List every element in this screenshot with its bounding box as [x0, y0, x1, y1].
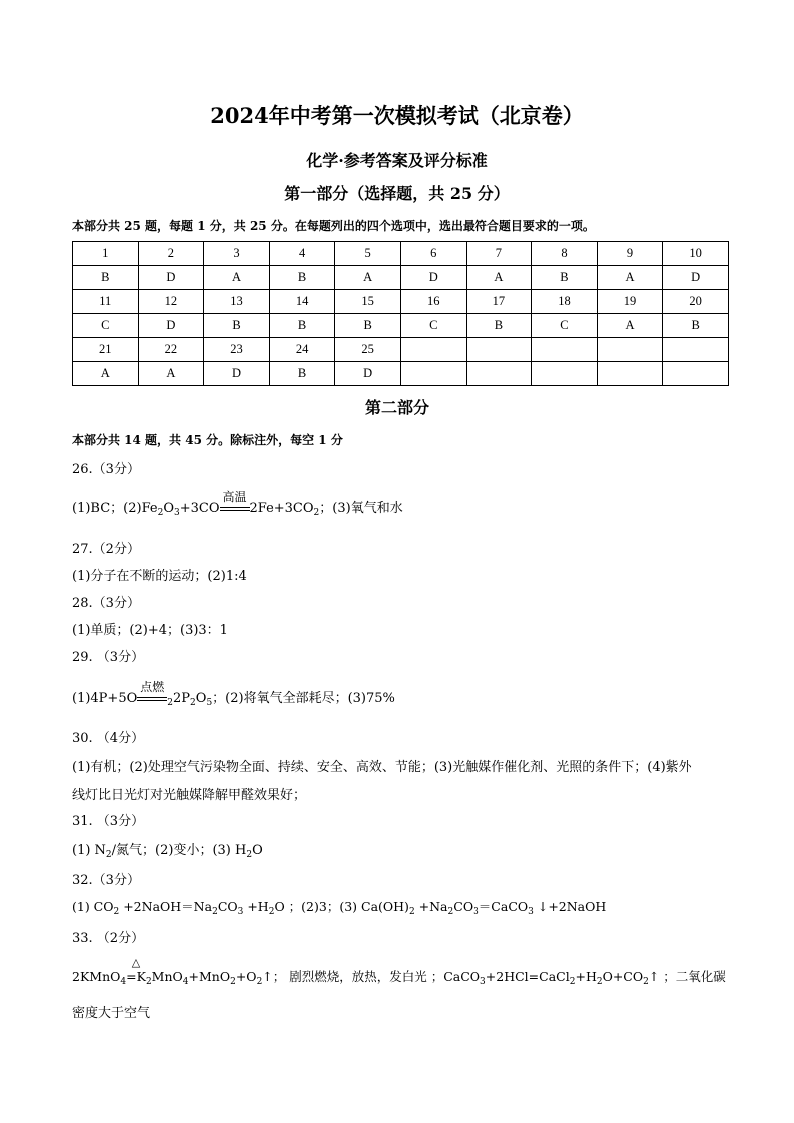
q30-answer-line1: (1)有机；(2)处理空气污染物全面、持续、安全、高效、节能；(3)光触媒作催化剂、光照的条件下；(4)紫外 [72, 760, 692, 775]
table-cell: 19 [597, 290, 663, 314]
table-cell: 2 [138, 242, 204, 266]
table-cell: B [269, 266, 335, 290]
table-cell [466, 362, 532, 386]
table-row [73, 314, 729, 338]
table-cell: A [335, 266, 401, 290]
table-cell: A [73, 362, 139, 386]
q26-answer: (1)BC；$(2)Fe_2O_3+3CO$ 高温 $2Fe+3CO_2$；(3)氧气和水 [72, 490, 403, 518]
table-cell: 9 [597, 242, 663, 266]
table-cell: C [400, 314, 466, 338]
q29-label: 29. （3分） [72, 650, 145, 665]
table-row [73, 242, 729, 266]
table-cell: 4 [269, 242, 335, 266]
table-cell: B [663, 314, 729, 338]
q26-condition: 高温 [222, 490, 247, 504]
table-cell: 6 [400, 242, 466, 266]
table-cell: 12 [138, 290, 204, 314]
table-cell: A [597, 266, 663, 290]
q27-label: 27.（2分） [72, 542, 140, 557]
table-cell: B [335, 314, 401, 338]
table-cell: C [73, 314, 139, 338]
q32-label: 32.（3分） [72, 873, 140, 888]
table-cell [597, 362, 663, 386]
table-cell: B [466, 314, 532, 338]
table-cell: B [269, 314, 335, 338]
table-cell: A [204, 266, 270, 290]
table-cell: D [138, 314, 204, 338]
q33-answer-line2: 密度大于空气 [72, 1006, 151, 1021]
table-cell: D [138, 266, 204, 290]
table-cell: 15 [335, 290, 401, 314]
table-cell: 21 [73, 338, 139, 362]
table-cell: B [532, 266, 598, 290]
q26-label: 26.（3分） [72, 462, 140, 477]
table-cell: 3 [204, 242, 270, 266]
table-cell: 25 [335, 338, 401, 362]
table-cell: D [335, 362, 401, 386]
q33-label: 33. （2分） [72, 931, 145, 946]
answer-table [72, 241, 729, 386]
table-cell [466, 338, 532, 362]
table-cell: 10 [663, 242, 729, 266]
table-row [73, 362, 729, 386]
q29-condition: 点燃 [140, 680, 165, 694]
table-cell: 20 [663, 290, 729, 314]
table-cell: 8 [532, 242, 598, 266]
q30-label: 30. （4分） [72, 731, 145, 746]
table-cell: D [400, 266, 466, 290]
q33-heat-symbol: △ [131, 956, 141, 969]
table-cell: 1 [73, 242, 139, 266]
q30-answer-line2: 线灯比日光灯对光触媒降解甲醛效果好； [72, 788, 307, 803]
page-subtitle: 化学·参考答案及评分标准 [306, 151, 488, 170]
part1-heading: 第一部分（选择题，共 25 分） [284, 184, 510, 203]
q28-label: 28.（3分） [72, 596, 140, 611]
table-cell: B [204, 314, 270, 338]
table-cell [400, 362, 466, 386]
table-cell: D [204, 362, 270, 386]
table-cell: C [532, 314, 598, 338]
table-cell: B [269, 362, 335, 386]
table-cell [400, 338, 466, 362]
table-cell [532, 338, 598, 362]
table-cell: 14 [269, 290, 335, 314]
table-cell: D [663, 266, 729, 290]
table-cell: B [73, 266, 139, 290]
page-title: 2024年中考第一次模拟考试（北京卷） [210, 103, 584, 128]
table-cell [532, 362, 598, 386]
q31-answer: (1) $N_2/$氮气；(2)变小；(3) $H_2O$ [72, 843, 263, 860]
part2-heading: 第二部分 [364, 398, 429, 417]
part2-note: 本部分共 14 题，共 45 分。除标注外，每空 1 分 [72, 433, 343, 447]
table-cell: 23 [204, 338, 270, 362]
q31-label: 31. （3分） [72, 814, 145, 829]
table-cell: 18 [532, 290, 598, 314]
q32-answer: (1) $CO_2$ $+2NaOH=Na_2CO_3 +H_2O$ ；(2)3；(3) $Ca(OH)_2$ $+Na_2CO_3=CaCO_3$ ↓+2NaOH [72, 899, 607, 917]
table-cell: 11 [73, 290, 139, 314]
q33-answer-line1: 2KMnO$_4$ △ $=K_2MnO_4+MnO_2+O_2↑$； 剧烈燃烧，放热，发白光 ；$CaCO_3+2HCl=CaCl_2+H_2O+CO_2↑$ ；二氧化碳 [72, 956, 726, 987]
part1-note: 本部分共 25 题，每题 1 分，共 25 分。在每题列出的四个选项中，选出最符合题目要求的一项。 [72, 219, 595, 233]
table-cell: 16 [400, 290, 466, 314]
table-cell: 5 [335, 242, 401, 266]
table-cell [663, 338, 729, 362]
table-cell: 22 [138, 338, 204, 362]
table-cell [663, 362, 729, 386]
table-row [73, 290, 729, 314]
table-cell: 7 [466, 242, 532, 266]
table-cell: A [597, 314, 663, 338]
table-cell: A [138, 362, 204, 386]
table-cell: 17 [466, 290, 532, 314]
q29-answer: (1)4P+5O 点燃 $_22P_2O_5$；(2)将氧气全部耗尽；(3)75% [72, 680, 395, 708]
table-row [73, 266, 729, 290]
q27-answer: (1)分子在不断的运动；(2)1:4 [72, 569, 247, 584]
table-cell: 13 [204, 290, 270, 314]
q28-answer: (1)单质；(2)+4；(3)3：1 [72, 623, 228, 638]
table-cell: 24 [269, 338, 335, 362]
table-cell [597, 338, 663, 362]
table-row [73, 338, 729, 362]
table-cell: A [466, 266, 532, 290]
